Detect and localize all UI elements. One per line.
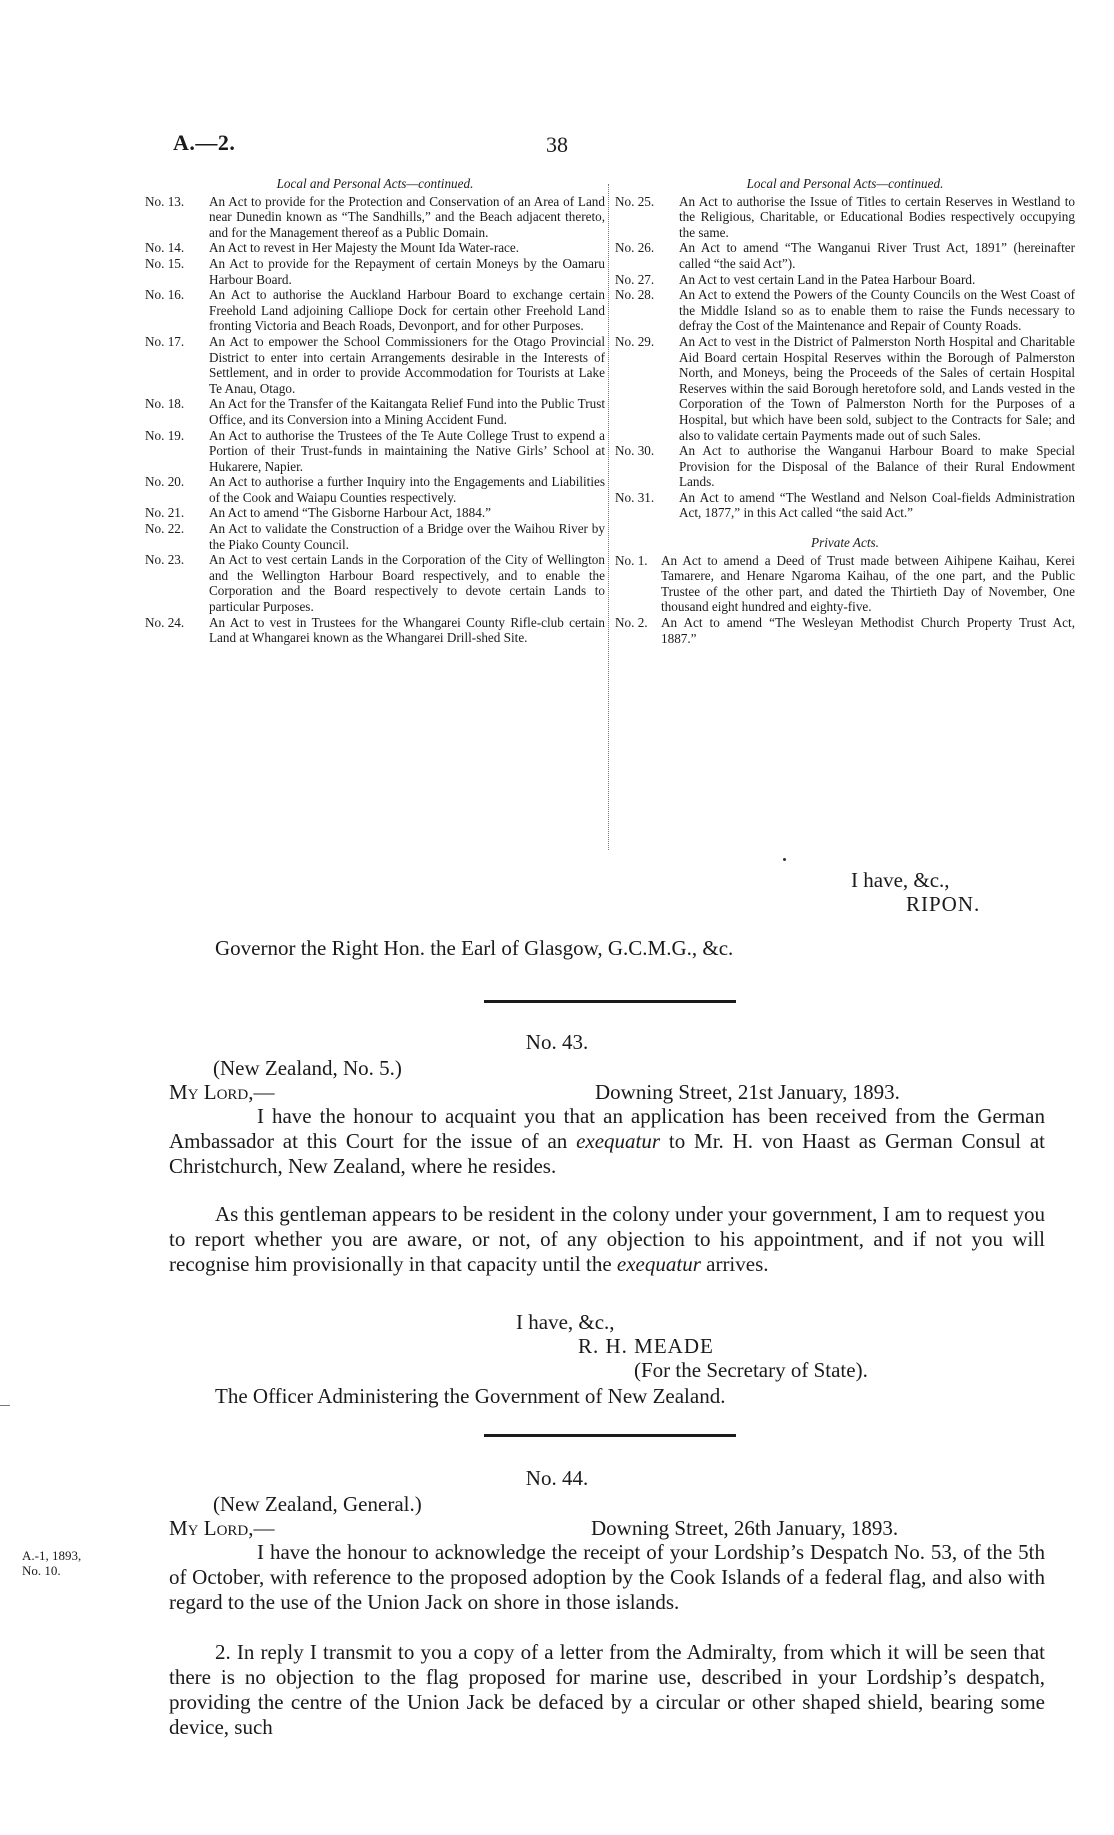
signature-note: (For the Secretary of State). [634,1358,868,1382]
act-title: An Act to amend “The Gisborne Harbour Act, 1884.” [209,505,491,521]
act-number: No. 21. [145,505,185,521]
salutation: My Lord,— [169,1080,275,1104]
act-entry [615,240,1075,271]
act-title: An Act to amend a Deed of Trust made between Aihipene Kaihau, Kerei Tamarere, and Henare Ngaroma Kaihau, of the one part, and the Public Trustee of the other part, and dated the Thirtieth Day of November, One thousand eight hundred and eighty-five. [661,552,1075,615]
act-entry [145,194,605,241]
act-number: No. 14. [145,240,185,256]
act-entry [145,396,605,427]
act-entry [145,428,605,475]
act-title: An Act to amend “The Wanganui River Trust Act, 1891” (hereinafter called “the said Act”). [679,240,1075,271]
act-entry [145,474,605,505]
acts-column-left [145,176,605,646]
act-title: An Act to empower the School Commissioners for the Otago Provincial District to enter into certain Arrangements desirable in the Interests of Settlement, and in order to provide Accommodation for Tourists at Lake Te Anau, Otago. [209,333,605,396]
act-number: No. 20. [145,474,185,490]
paragraph: I have the honour to acknowledge the receipt of your Lordship’s Despatch No. 53, of the 5th of October, with reference to the proposed adoption by the Cook Islands of a federal flag, and also with regard to the use of the Union Jack on shore in those islands. [169,1540,1045,1614]
act-entry [615,194,1075,241]
act-number: No. 29. [615,333,655,349]
act-entry [145,240,605,256]
act-entry [145,287,605,334]
act-number: No. 30. [615,443,655,459]
act-title: An Act to validate the Construction of a Bridge over the Waihou River by the Piako County Council. [209,521,605,552]
column-heading: Local and Personal Acts—continued. [276,176,474,191]
signature: R. H. MEADE [578,1334,714,1358]
margin-reference-line: A.-1, 1893, [22,1548,82,1563]
paragraph: 2. In reply I transmit to you a copy of a letter from the Admiralty, from which it will be seen that there is no objection to the flag proposed for marine use, described in your Lordship’s despatch, providing the centre of the Union Jack be defaced by a circular or other shaped shield, bearing some device, such [169,1640,1045,1739]
act-number: No. 23. [145,552,185,568]
signature: RIPON. [906,892,981,916]
acts-list [145,194,605,646]
despatch-number: No. 44. [525,1466,589,1490]
act-title: An Act to provide for the Protection and Conservation of an Area of Land near Dunedin known as “The Sandhills,” and the Beach adjacent thereto, and for the Management thereof as a Public Domain. [209,193,605,240]
act-entry [145,256,605,287]
act-title: An Act to authorise the Auckland Harbour Board to exchange certain Freehold Land adjoining Calliope Dock for certain other Freehold Land fronting Victoria and Beach Roads, Devonport, and for other Purposes. [209,287,605,334]
act-title: An Act to authorise a further Inquiry into the Engagements and Liabilities of the Cook and Waiapu Counties respectively. [209,474,605,505]
column-heading: Local and Personal Acts—continued. [746,176,944,191]
act-number: No. 17. [145,333,185,349]
act-number: No. 15. [145,255,185,271]
act-title: An Act to revest in Her Majesty the Mount Ida Water-race. [209,240,520,256]
act-title: An Act to vest certain Lands in the Corporation of the City of Wellington and the Wellington Harbour Board respectively, and to enable the Corporation and the Board respectively to devote certain Lands to particular Purposes. [209,552,605,615]
act-title: An Act to authorise the Wanganui Harbour Board to make Special Provision for the Disposal of the Balance of their Rural Endowment Lands. [679,443,1075,490]
print-speck [783,858,786,861]
act-number: No. 13. [145,193,185,209]
act-entry [615,615,1075,646]
act-number: No. 2. [615,615,648,631]
closing-formula: I have, &c., [516,1310,615,1334]
column-divider [608,184,609,850]
closing-formula: I have, &c., [851,868,950,892]
dateline: Downing Street, 26th January, 1893. [591,1516,899,1540]
section-rule [484,1434,736,1437]
addressee: The Officer Administering the Government of New Zealand. [215,1384,726,1408]
act-entry [145,521,605,552]
margin-reference [22,1548,81,1578]
act-number: No. 1. [615,552,648,568]
act-title: An Act to vest in Trustees for the Whangarei County Rifle-club certain Land at Whangarei known as the Whangarei Drill-shed Site. [209,614,605,646]
act-number: No. 28. [615,287,655,303]
act-number: No. 25. [615,193,655,209]
edge-mark [0,1405,10,1406]
section-code: A.—2. [173,130,236,155]
despatch-series: (New Zealand, General.) [213,1492,422,1516]
dateline: Downing Street, 21st January, 1893. [595,1080,900,1104]
margin-reference-line: No. 10. [22,1563,61,1578]
act-title: An Act to authorise the Issue of Titles to certain Reserves in Westland to the Religious, Charitable, or Educational Bodies respectively occupying the same. [679,193,1075,240]
paragraph-text: I have the honour to acquaint you that an application has been received from the German Ambassador at this Court for the issue of an exequatur to Mr. H. von Haast as German Consul at Christchurch, New Zealand, where he resides. [169,1104,1045,1178]
act-number: No. 26. [615,240,655,256]
act-number: No. 31. [615,489,655,505]
act-number: No. 27. [615,271,655,287]
addressee: Governor the Right Hon. the Earl of Glasgow, G.C.M.G., &c. [215,936,734,960]
act-entry [615,443,1075,490]
paragraph-text: As this gentleman appears to be resident in the colony under your government, I am to request you to report whether you are aware, or not, of any objection to his appointment, and if not you will recognise him provisionally in that capacity until the exequatur arrives. [169,1202,1045,1276]
act-entry [615,287,1075,334]
page-number: 38 [546,132,568,157]
act-number: No. 24. [145,614,185,630]
act-entry [145,334,605,396]
act-number: No. 19. [145,427,185,443]
despatch-number: No. 43. [525,1030,589,1054]
section-rule [484,1000,736,1003]
acts-column-right [615,176,1075,646]
act-entry [145,552,605,614]
act-entry [615,334,1075,443]
act-title: An Act to authorise the Trustees of the Te Aute College Trust to expend a Portion of their Trust-funds in maintaining the Native Girls’ School at Hukarere, Napier. [209,427,605,474]
act-entry [615,490,1075,521]
acts-list [615,194,1075,521]
salutation: My Lord,— [169,1516,275,1540]
act-title: An Act to amend “The Wesleyan Methodist Church Property Trust Act, 1887.” [661,615,1075,646]
private-acts-list [615,553,1075,647]
act-title: An Act to provide for the Repayment of certain Moneys by the Oamaru Harbour Board. [209,255,605,287]
despatch-series: (New Zealand, No. 5.) [213,1056,402,1080]
act-entry [145,615,605,646]
act-title: An Act to vest in the District of Palmerston North Hospital and Charitable Aid Board certain Hospital Reserves within the Borough of Palmerston North, and Moneys, being the Proceeds of the Sales of certain Hospital Reserves within the said Borough heretofore sold, and Lands vested in the Corporation of the Town of Palmerston North for the Purposes of a Hospital, but which have been sold, subject to the Contracts for Sale; and also to validate certain Payments made out of such Sales. [679,333,1075,443]
act-title: An Act to amend “The Westland and Nelson Coal-fields Administration Act, 1877,” in this Act called “the said Act.” [679,489,1075,521]
act-entry [615,553,1075,615]
paragraph [169,1202,1045,1277]
private-acts-heading: Private Acts. [811,535,879,551]
act-entry [615,272,1075,288]
act-entry [145,505,605,521]
act-number: No. 18. [145,396,185,412]
act-title: An Act to vest certain Land in the Patea Harbour Board. [679,271,976,287]
paragraph [169,1104,1045,1179]
act-number: No. 16. [145,287,185,303]
act-title: An Act to extend the Powers of the County Councils on the West Coast of the Middle Island so as to enable them to raise the Funds necessary to defray the Cost of the Maintenance and Repair of County Roads. [679,287,1075,334]
act-title: An Act for the Transfer of the Kaitangata Relief Fund into the Public Trust Office, and its Conversion into a Mining Accident Fund. [209,396,605,427]
act-number: No. 22. [145,521,185,537]
